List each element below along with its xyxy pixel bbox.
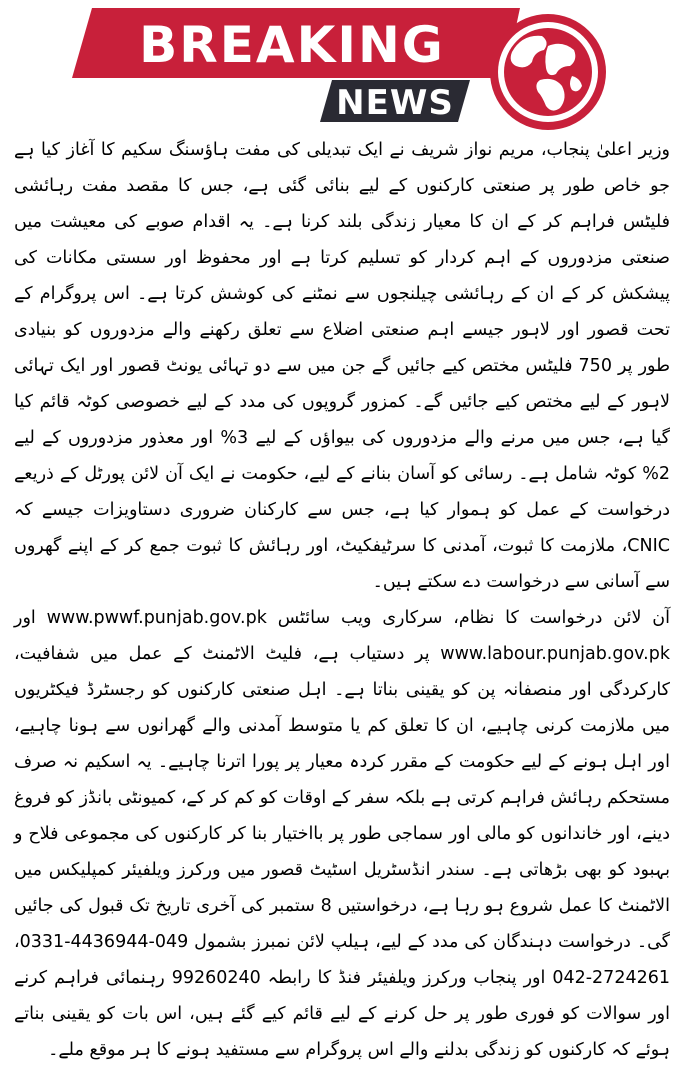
paragraph-2-and: اور (14, 608, 47, 628)
website-link-pwwf[interactable]: www.pwwf.punjab.gov.pk (46, 608, 267, 628)
paragraph-2-intro: آن لائن درخواست کا نظام، سرکاری ویب سائٹس (266, 608, 671, 628)
website-link-labour[interactable]: www.labour.punjab.gov.pk (440, 644, 670, 664)
banner-title-breaking: BREAKING (139, 16, 445, 74)
article-paragraph-2 (14, 600, 670, 1068)
breaking-news-banner (0, 0, 683, 128)
globe-icon (490, 14, 606, 130)
article-paragraph-1: وزیر اعلیٰ پنجاب، مریم نواز شریف نے ایک تبدیلی کی مفت ہاؤسنگ سکیم کا آغاز کیا ہے جو خاص طور پر صنعتی کارکنوں کے لیے بنائی گئی ہے، جس کا مقصد مفت رہائشی فلیٹس فراہم کر کے ان کا معیار زندگی بلند کرنا ہے۔ یہ اقدام صوبے کی معیشت میں صنعتی مزدوروں کے اہم کردار کو تسلیم کرتا ہے اور محفوظ اور سستی مکانات کی پیشکش کر کے ان کے رہائشی چیلنجوں سے نمٹنے کی کوشش کرتا ہے۔ اس پروگرام کے تحت قصور اور لاہور جیسے اہم صنعتی اضلاع سے تعلق رکھنے والے مزدوروں کو بنیادی طور پر 750 فلیٹس مختص کیے جائیں گے جن میں سے دو تہائی یونٹ قصور اور ایک تہائی لاہور کے لیے مختص کیے جائیں گے۔ کمزور گروپوں کی مدد کے لیے خصوصی کوٹہ قائم کیا گیا ہے، جس میں مرنے والے مزدوروں کی بیواؤں کے لیے 3% اور معذور مزدوروں کے لیے 2% کوٹہ شامل ہے۔ رسائی کو آسان بنانے کے لیے، حکومت نے ایک آن لائن پورٹل کے ذریعے درخواست کے عمل کو ہموار کیا ہے، جس سے کارکنان ضروری دستاویزات جیسے کہ CNIC، ملازمت کا ثبوت، آمدنی کا سرٹیفکیٹ، اور رہائش کا ثبوت جمع کر کے اپنے گھروں سے آسانی سے درخواست دے سکتے ہیں۔ (14, 140, 671, 592)
paragraph-2-body: پر دستیاب ہے، فلیٹ الاٹمنٹ کے عمل میں شفافیت، کارکردگی اور منصفانہ پن کو یقینی بناتا ہے۔ اہل صنعتی کارکنوں کو رجسٹرڈ فیکٹریوں میں ملازمت کرنی چاہیے، ان کا تعلق کم یا متوسط آمدنی والے گھرانوں سے ہونا چاہیے، اور اہل ہونے کے لیے حکومت کے مقرر کردہ معیار پر پورا اترنا چاہیے۔ یہ اسکیم نہ صرف مستحکم رہائش فراہم کرتی ہے بلکہ سفر کے اوقات کو کم کر کے، کمیونٹی بانڈز کو فروغ دینے، اور خاندانوں کو مالی اور سماجی طور پر بااختیار بنا کر کارکنوں کی مجموعی فلاح و بہبود کو بھی بڑھاتی ہے۔ سندر انڈسٹریل اسٹیٹ قصور میں ورکرز ویلفیئر کمپلیکس میں الاٹمنٹ کا عمل شروع ہو رہا ہے، درخواستیں 8 ستمبر کی آخری تاریخ تک قبول کی جائیں گی۔ درخواست دہندگان کی مدد کے لیے، ہیلپ لائن نمبرز بشمول 049-4436944-0331، 2724261-042 اور پنجاب ورکرز ویلفیئر فنڈ کا رابطہ 99260240 رہنمائی فراہم کرنے اور سوالات کو فوری طور پر حل کرنے کے لیے قائم کیے گئے ہیں، اس بات کو یقینی بناتے ہوئے کہ کارکنوں کو زندگی بدلنے والے اس پروگرام سے مستفید ہونے کا ہر موقع ملے۔ (14, 644, 670, 1060)
article-body (14, 132, 671, 1060)
banner-title-news: NEWS (336, 83, 454, 123)
